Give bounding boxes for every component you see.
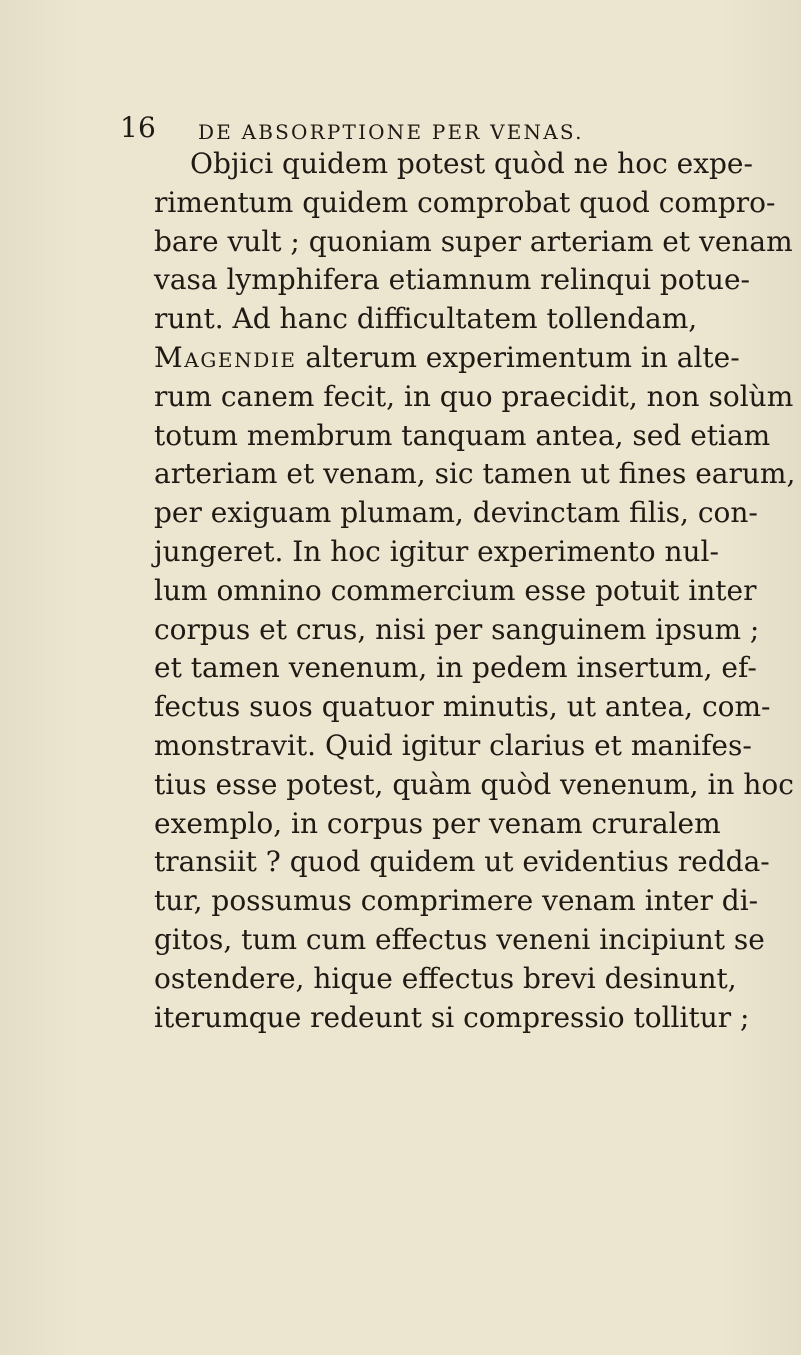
text-line: per exiguam plumam, devinctam filis, con- <box>154 496 758 530</box>
text-line: iterumque redeunt si compressio tollitur ; <box>154 1000 750 1034</box>
text-line: et tamen venenum, in pedem insertum, ef- <box>154 651 757 685</box>
text-line: monstravit. Quid igitur clarius et manifes- <box>154 728 752 762</box>
running-title: DE ABSORPTIONE PER VENAS. <box>198 120 584 144</box>
page-number: 16 <box>120 111 157 144</box>
text-line: corpus et crus, nisi per sanguinem ipsum ; <box>154 612 760 646</box>
text-line: rimentum quidem comprobat quod compro- <box>154 185 776 219</box>
text-line: runt. Ad hanc difficultatem tollendam, <box>154 302 698 336</box>
text-line: lum omnino commercium esse potuit inter <box>154 573 757 607</box>
text-line: vasa lymphifera etiamnum relinqui potue- <box>154 263 750 297</box>
text-line: tur, possumus comprimere venam inter di- <box>154 884 759 918</box>
text-line: bare vult ; quoniam super arteriam et venam <box>154 224 793 258</box>
text-line: tius esse potest, quàm quòd venenum, in hoc <box>154 767 794 801</box>
text-line: gitos, tum cum effectus veneni incipiunt se <box>154 922 765 956</box>
text-line: fectus suos quatuor minutis, ut antea, com- <box>154 690 771 724</box>
text-line <box>154 339 740 378</box>
text-line: rum canem fecit, in quo praecidit, non solùm <box>154 379 794 413</box>
body-text <box>154 145 796 1037</box>
text-line: Objici quidem potest quòd ne hoc expe- <box>190 147 753 180</box>
text-line: jungeret. In hoc igitur experimento nul- <box>154 534 719 568</box>
text-line: transiit ? quod quidem ut evidentius redda- <box>154 845 770 879</box>
text-line: totum membrum tanquam antea, sed etiam <box>154 418 771 452</box>
text-fragment: alterum experimentum in alte- <box>296 340 740 374</box>
text-line: exemplo, in corpus per venam cruralem <box>154 806 721 840</box>
text-line: arteriam et venam, sic tamen ut fines earum, <box>154 457 796 491</box>
text-line: ostendere, hique effectus brevi desinunt, <box>154 961 737 995</box>
author-name: Magendie <box>154 340 297 374</box>
